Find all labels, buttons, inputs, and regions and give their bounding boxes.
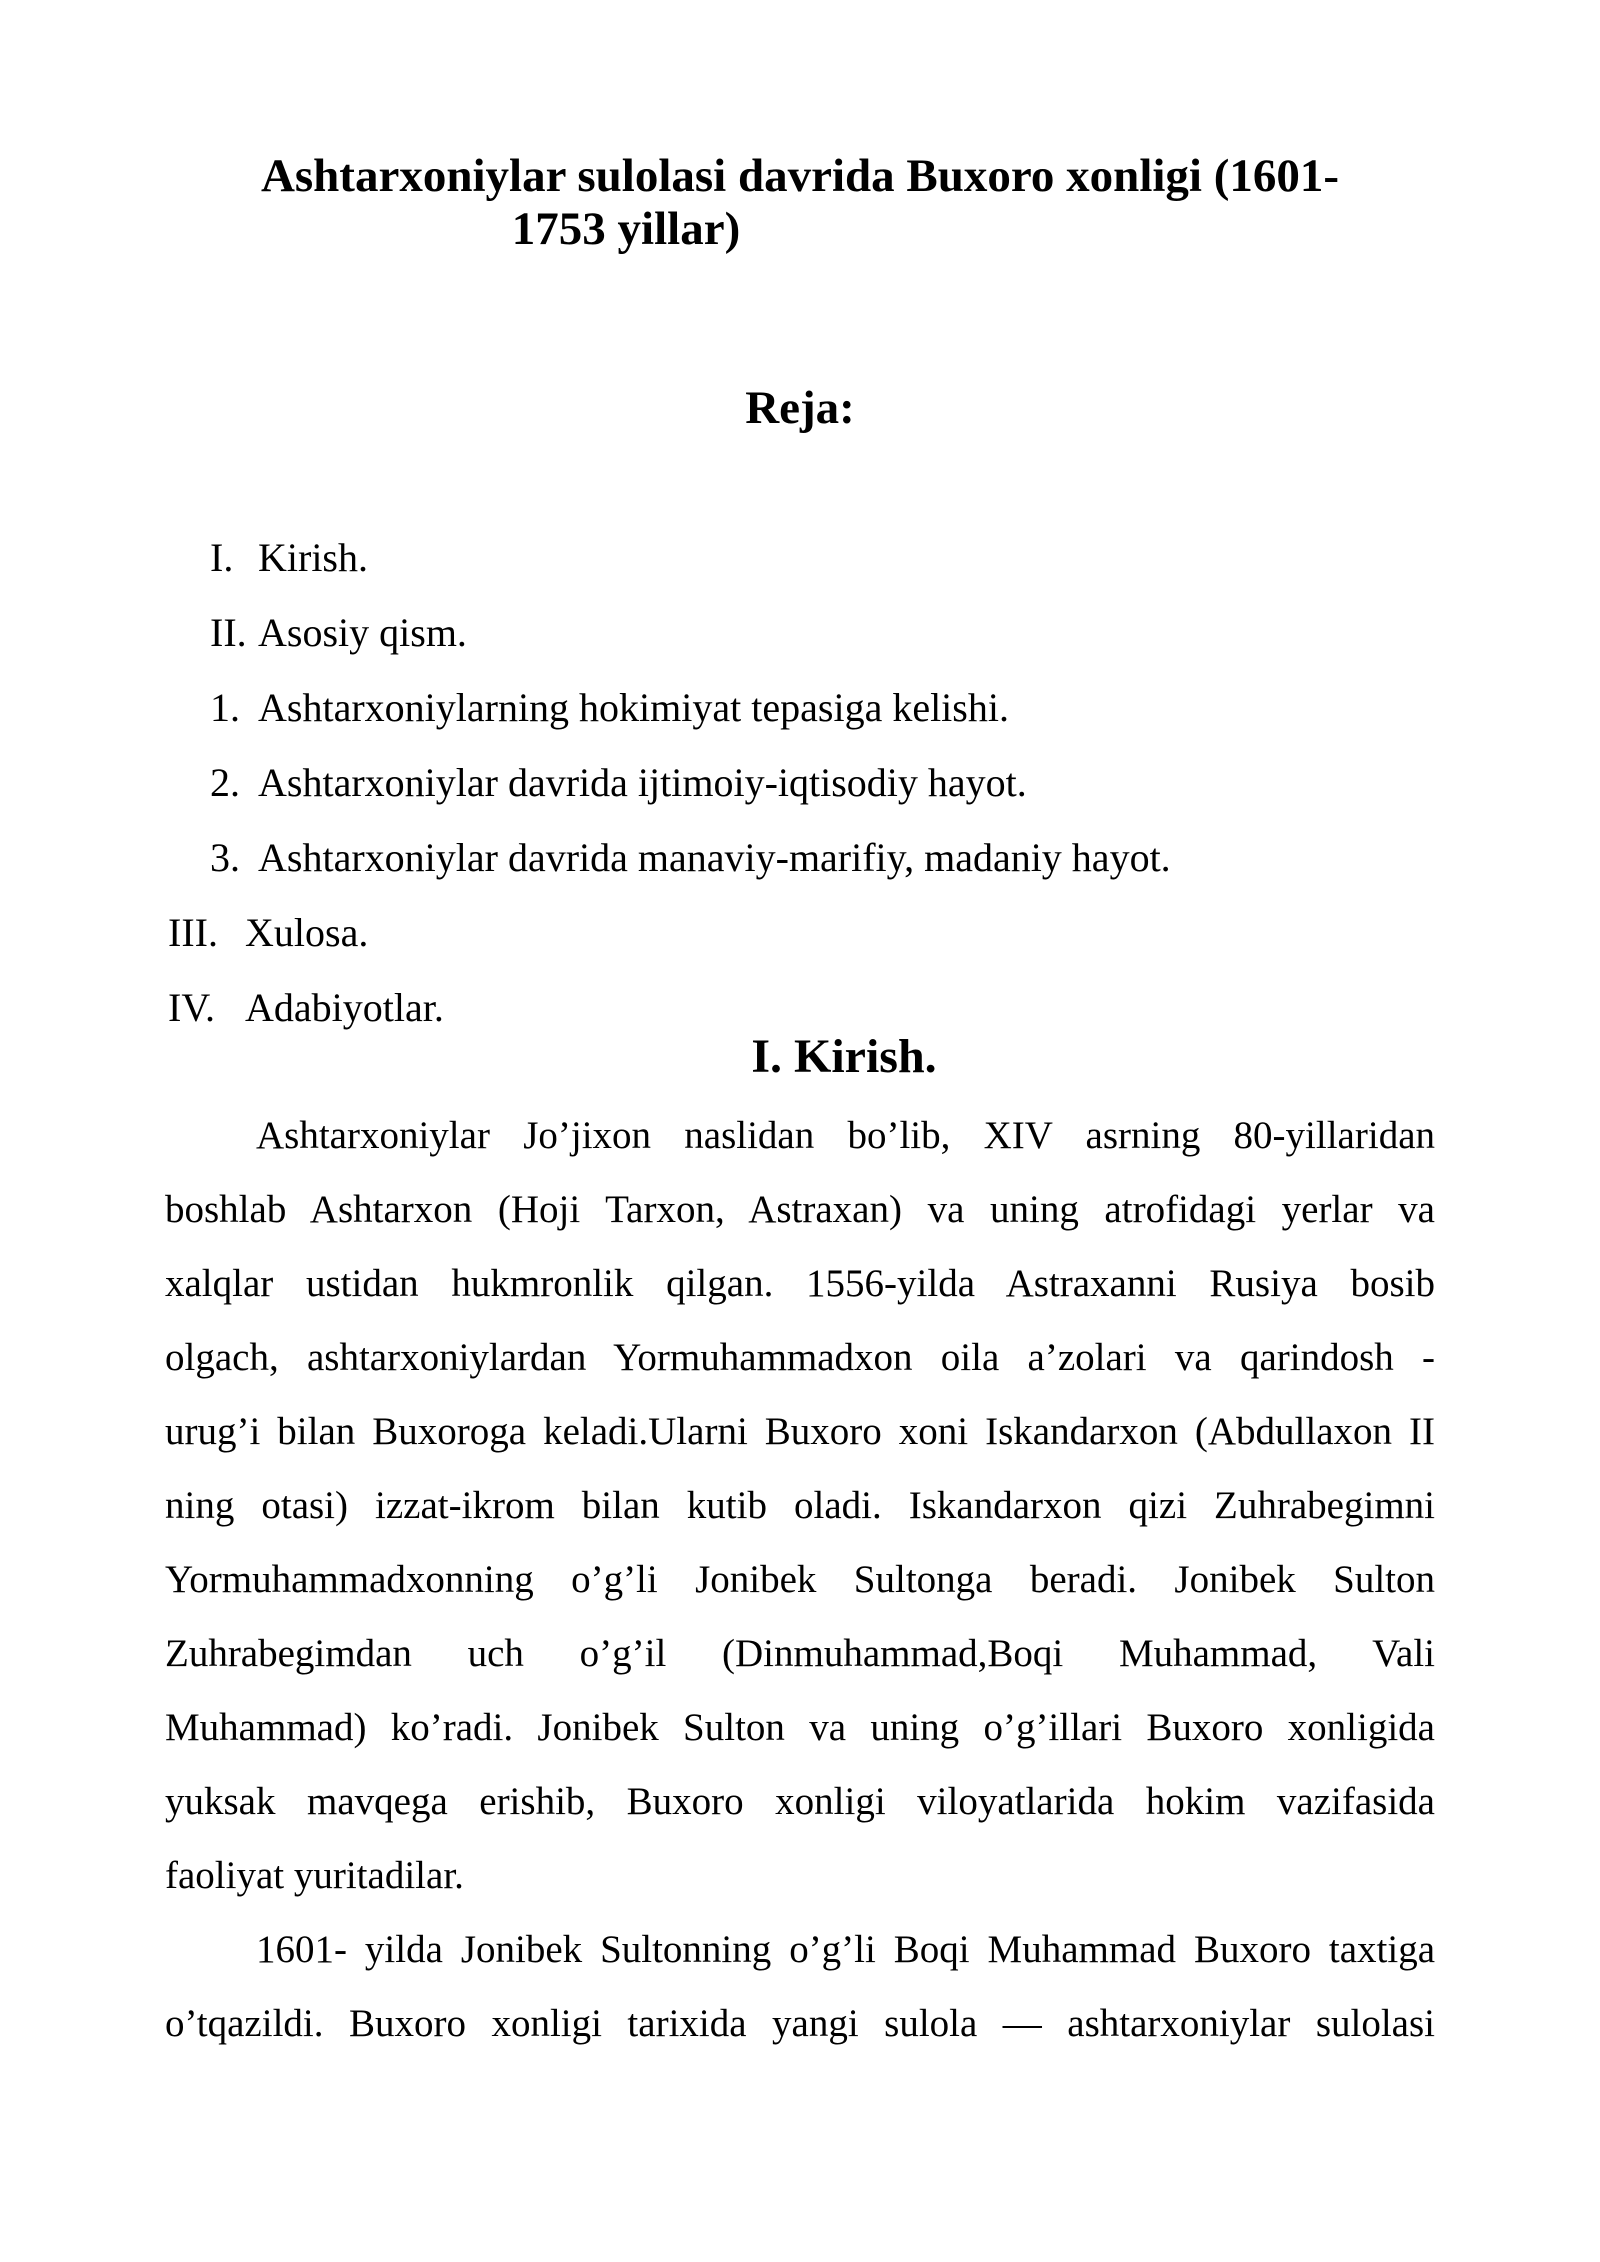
outline-text: Xulosa. <box>245 910 369 955</box>
outline-item <box>165 670 1435 745</box>
outline-text: Ashtarxoniylar davrida manaviy-marifiy, madaniy hayot. <box>258 835 1171 880</box>
plan-heading: Reja: <box>745 382 855 434</box>
outline-marker: II. <box>210 610 247 655</box>
body-line: o’tqazildi. Buxoro xonligi tarixida yangi sulola — ashtarxoniylar sulolasi <box>165 2002 1435 2045</box>
outline-text: Asosiy qism. <box>258 610 467 655</box>
body-line: Muhammad) ko’radi. Jonibek Sulton va uning o’g’illari Buxoro xonligida <box>165 1706 1435 1749</box>
body-line: 1601- yilda Jonibek Sultonning o’g’li Boqi Muhammad Buxoro taxtiga <box>256 1928 1435 1971</box>
body-line: olgach, ashtarxoniylardan Yormuhammadxon oila a’zolari va qarindosh - <box>165 1336 1435 1379</box>
outline-item <box>165 820 1435 895</box>
title-line-2: 1753 yillar) <box>511 203 741 255</box>
outline-item <box>165 520 1435 595</box>
body-text <box>165 1099 1435 2061</box>
body-line: Yormuhammadxonning o’g’li Jonibek Sultonga beradi. Jonibek Sulton <box>165 1558 1435 1601</box>
body-line: Zuhrabegimdan uch o’g’il (Dinmuhammad,Boqi Muhammad, Vali <box>165 1632 1435 1675</box>
outline-text: Kirish. <box>258 535 368 580</box>
outline-marker: 3. <box>210 835 240 880</box>
outline-item <box>165 895 1435 970</box>
document-title <box>165 0 1435 256</box>
body-line: ning otasi) izzat-ikrom bilan kutib oladi. Iskandarxon qizi Zuhrabegimni <box>165 1484 1435 1527</box>
outline-item <box>165 595 1435 670</box>
outline-marker: I. <box>210 535 234 580</box>
outline <box>165 520 1435 1045</box>
outline-text: Adabiyotlar. <box>245 985 444 1030</box>
body-line: yuksak mavqega erishib, Buxoro xonligi viloyatlarida hokim vazifasida <box>165 1780 1435 1823</box>
body-line: urug’i bilan Buxoroga keladi.Ularni Buxoro xoni Iskandarxon (Abdullaxon II <box>165 1410 1435 1453</box>
outline-marker: IV. <box>168 985 216 1030</box>
body-line: xalqlar ustidan hukmronlik qilgan. 1556-yilda Astraxanni Rusiya bosib <box>165 1262 1435 1305</box>
body-line: faoliyat yuritadilar. <box>165 1854 464 1897</box>
outline-text: Ashtarxoniylarning hokimiyat tepasiga kelishi. <box>258 685 1009 730</box>
outline-marker: III. <box>168 910 218 955</box>
outline-marker: 2. <box>210 760 240 805</box>
section-heading: I. Kirish. <box>751 1030 937 1083</box>
outline-marker: 1. <box>210 685 240 730</box>
title-line-1: Ashtarxoniylar sulolasi davrida Buxoro xonligi (1601- <box>260 150 1340 202</box>
paragraph <box>165 1099 1435 1913</box>
body-line: boshlab Ashtarxon (Hoji Tarxon, Astraxan) va uning atrofidagi yerlar va <box>165 1188 1435 1231</box>
body-line: Ashtarxoniylar Jo’jixon naslidan bo’lib, XIV asrning 80-yillaridan <box>256 1114 1435 1157</box>
outline-item <box>165 745 1435 820</box>
outline-text: Ashtarxoniylar davrida ijtimoiy-iqtisodiy hayot. <box>258 760 1027 805</box>
paragraph <box>165 1913 1435 2061</box>
